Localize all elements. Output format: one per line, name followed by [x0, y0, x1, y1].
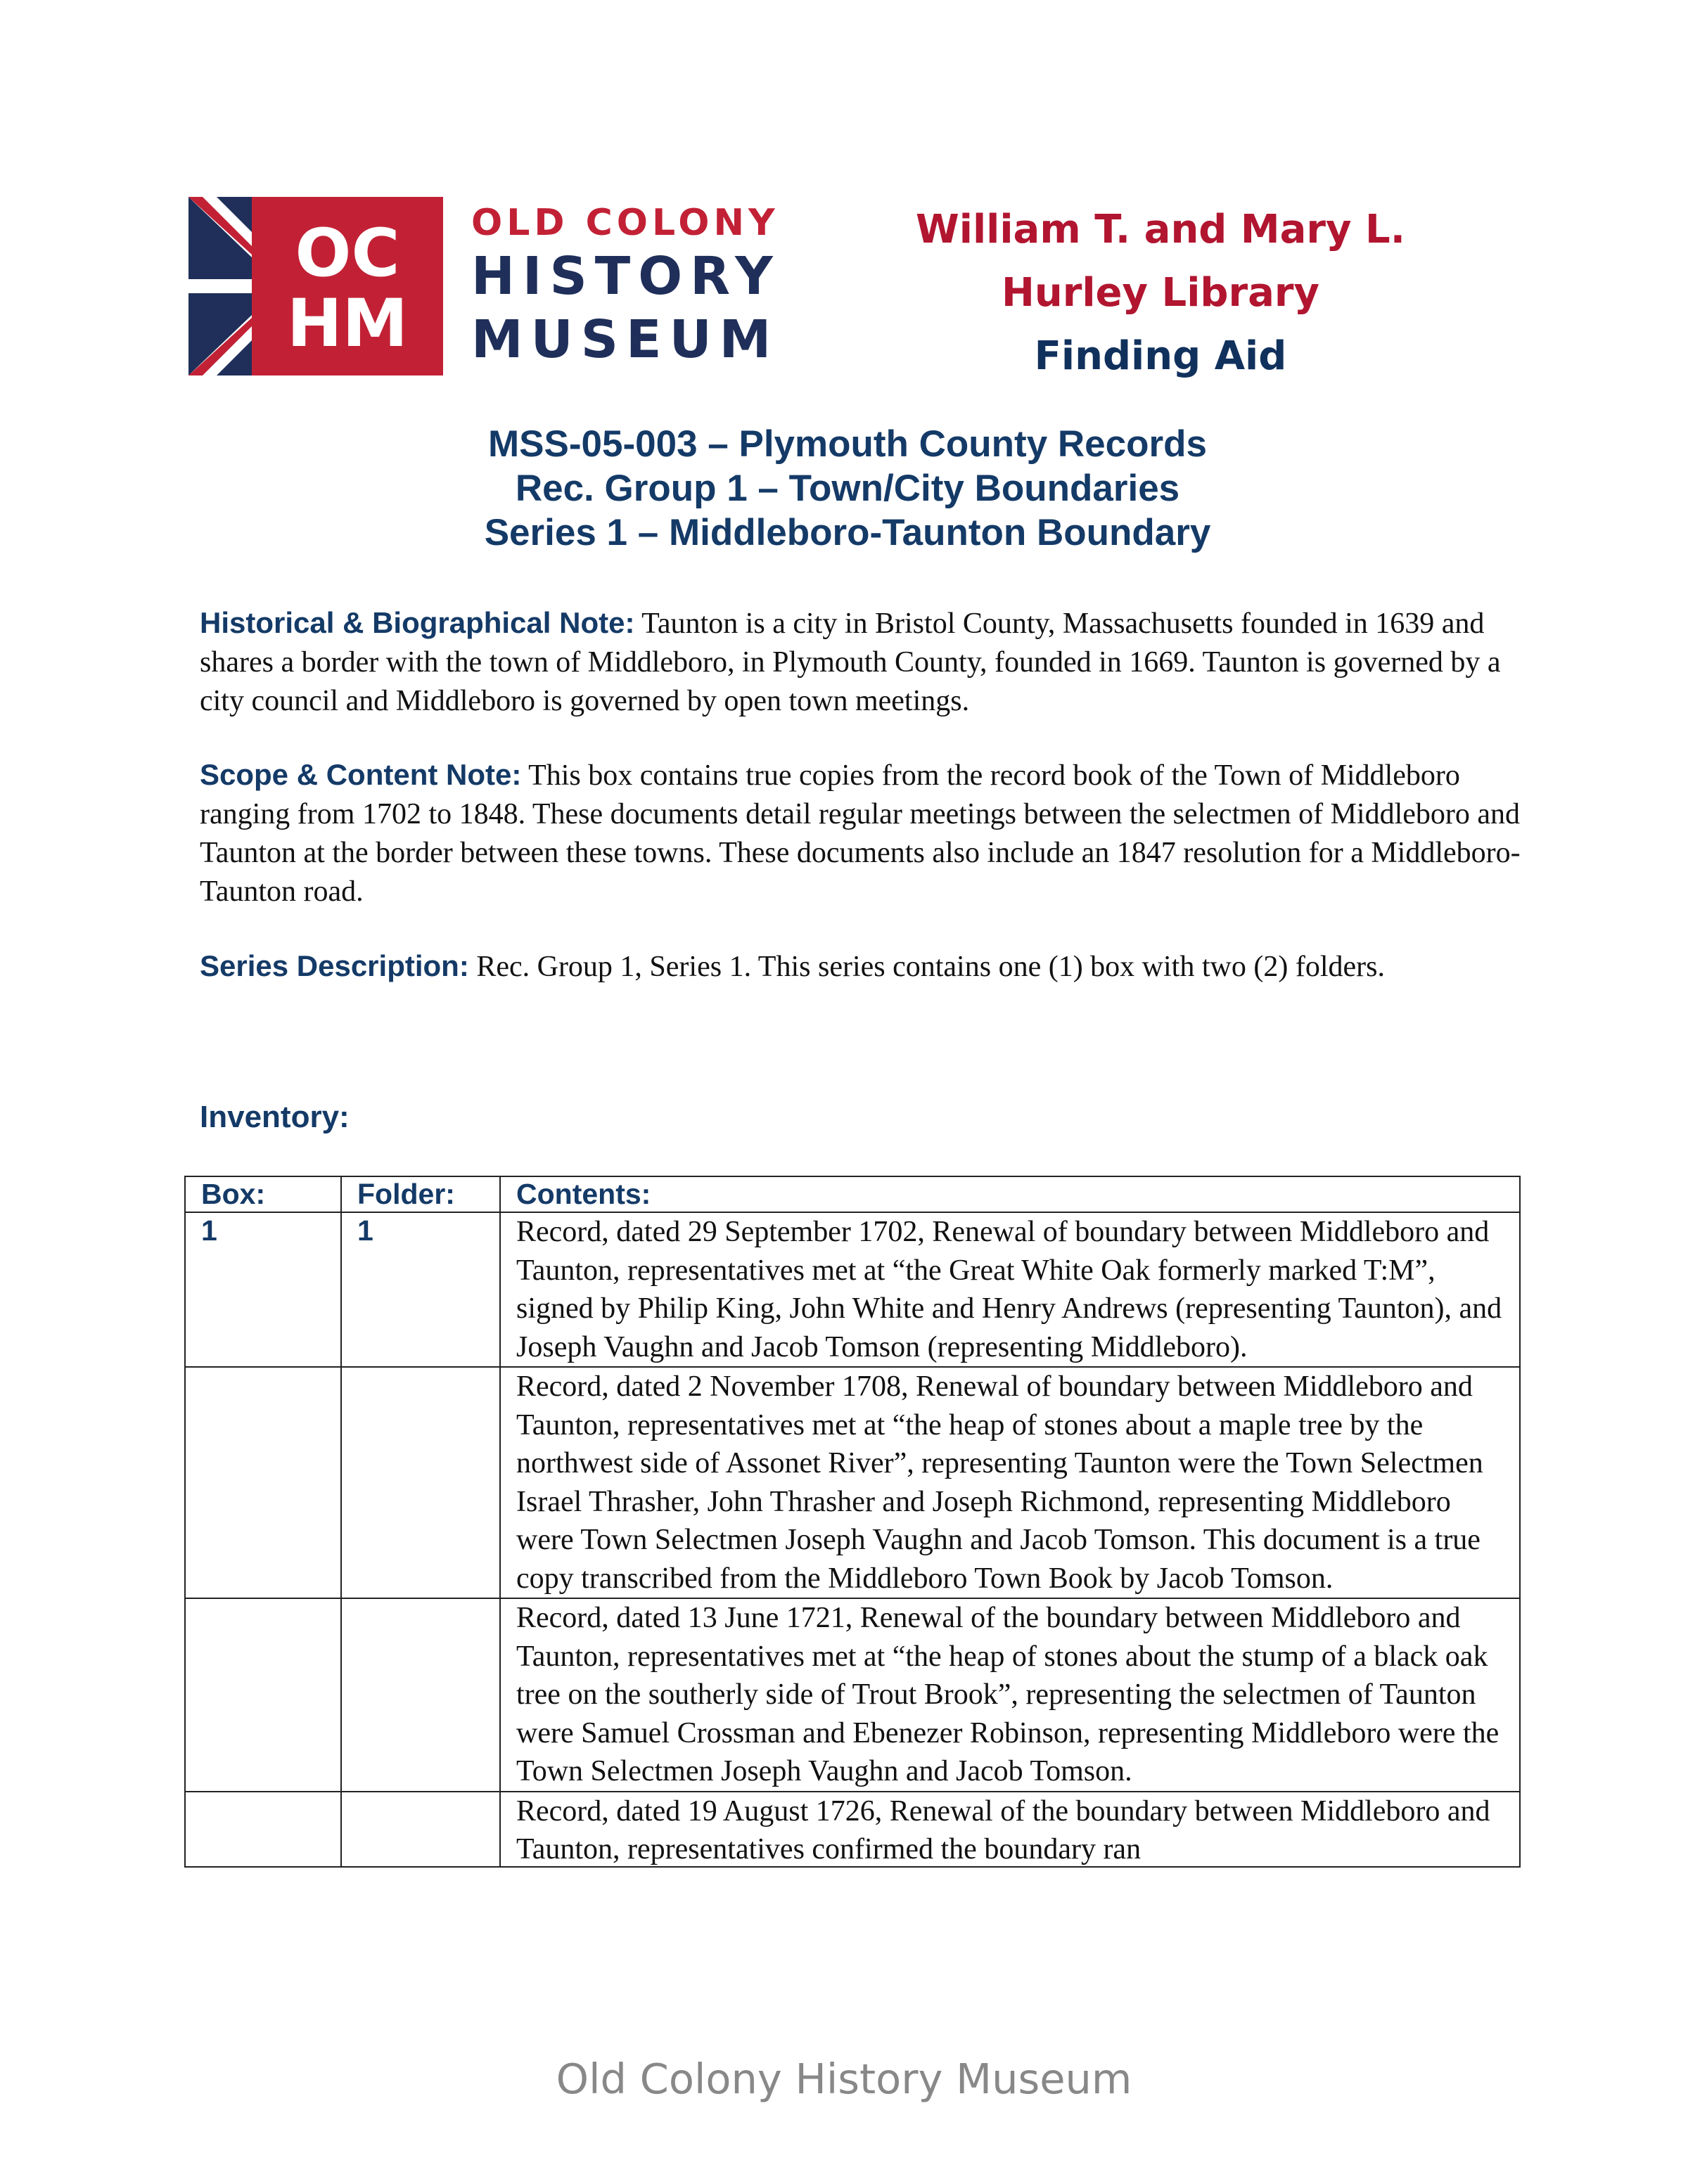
collection-title: MSS-05-003 – Plymouth County Records: [488, 423, 1207, 465]
folder-cell: [341, 1792, 500, 1867]
inventory-table: [184, 1176, 1521, 1868]
folder-cell: [341, 1598, 500, 1792]
table-row: [185, 1792, 1520, 1867]
logo-mark-hm: HM: [286, 285, 409, 362]
contents-cell: Record, dated 13 June 1721, Renewal of the boundary between Middleboro and Taunton, representatives met at “the heap of stones about the stump of a black oak tree on the southerly side of Trout Brook”, representing the selectmen of Taunton were Samuel Crossman and Ebenezer Robinson, representing Middleboro were the Town Selectmen Joseph Vaughn and Jacob Tomson.: [500, 1598, 1520, 1792]
series-title: Series 1 – Middleboro-Taunton Boundary: [484, 512, 1211, 553]
logo-line-old-colony: OLD COLONY: [471, 202, 779, 244]
box-cell: [185, 1792, 341, 1867]
folder-cell: [341, 1367, 500, 1598]
header-contents: Contents:: [500, 1176, 1520, 1212]
series-description-text: Rec. Group 1, Series 1. This series contains one (1) box with two (2) folders.: [468, 951, 1385, 983]
logo-line-museum: MUSEUM: [471, 309, 779, 370]
library-heading: [865, 198, 1456, 388]
library-line-3: Finding Aid: [1034, 333, 1287, 379]
box-cell: [185, 1598, 341, 1792]
table-row: [185, 1367, 1520, 1598]
logo-line-history: HISTORY: [471, 246, 781, 307]
record-group-title: Rec. Group 1 – Town/City Boundaries: [515, 468, 1180, 509]
inventory-heading: Inventory:: [200, 1100, 350, 1134]
scope-note-text: This box contains true copies from the record book of the Town of Middleboro ranging from 1702 to 1848. These documents detail regular meetings between the selectmen of Middleboro and Taunton at the border between these towns. These documents also include an 1847 resolution for a Middleboro-Taunton road.: [200, 759, 1521, 908]
inventory-header-row: [185, 1176, 1520, 1212]
table-row: [185, 1598, 1520, 1792]
contents-cell-text: Record, dated 19 August 1726, Renewal of the boundary between Middleboro and Taunton, representatives confirmed the boundary ran: [516, 1794, 1490, 1865]
scope-note-label: Scope & Content Note:: [200, 758, 522, 791]
box-cell: [185, 1367, 341, 1598]
contents-cell: [500, 1792, 1520, 1867]
contents-cell: Record, dated 29 September 1702, Renewal of boundary between Middleboro and Taunton, representatives met at “the Great White Oak formerly marked T:M”, signed by Philip King, John White and Henry Andrews (representing Taunton), and Joseph Vaughn and Jacob Tomson (representing Middleboro).: [500, 1212, 1520, 1367]
scope-note: [200, 755, 1522, 911]
museum-logo: [188, 197, 807, 380]
historical-note-label: Historical & Biographical Note:: [200, 606, 635, 639]
box-cell: 1: [185, 1212, 341, 1367]
table-row: [185, 1212, 1520, 1367]
header-folder: Folder:: [341, 1176, 500, 1212]
logo-wordmark: [471, 201, 809, 371]
logo-mark-oc: OC: [295, 215, 400, 292]
contents-cell: Record, dated 2 November 1708, Renewal of boundary between Middleboro and Taunton, representatives met at “the heap of stones about a maple tree by the northwest side of Assonet River”, representing Taunton were the Town Selectmen Israel Thrasher, John Thrasher and Joseph Richmond, representing Middleboro were Town Selectmen Joseph Vaughn and Jacob Tomson. This document is a true copy transcribed from the Middleboro Town Book by Jacob Tomson.: [500, 1367, 1520, 1598]
library-line-2: Hurley Library: [1001, 270, 1320, 316]
folder-cell: 1: [341, 1212, 500, 1367]
historical-note-text: Taunton is a city in Bristol County, Massachusetts founded in 1639 and shares a border with the town of Middleboro, in Plymouth County, founded in 1669. Taunton is governed by a city council and Middleboro is governed by open town meetings.: [200, 608, 1501, 717]
series-description: [200, 946, 1522, 987]
series-description-label: Series Description:: [200, 949, 469, 982]
page-footer: Old Colony History Museum: [556, 2055, 1132, 2103]
historical-note: [200, 603, 1522, 721]
library-line-1: William T. and Mary L.: [916, 207, 1405, 252]
ochm-logo-mark: [188, 197, 443, 375]
collection-titles: [141, 422, 1554, 555]
header-box: Box:: [185, 1176, 341, 1212]
